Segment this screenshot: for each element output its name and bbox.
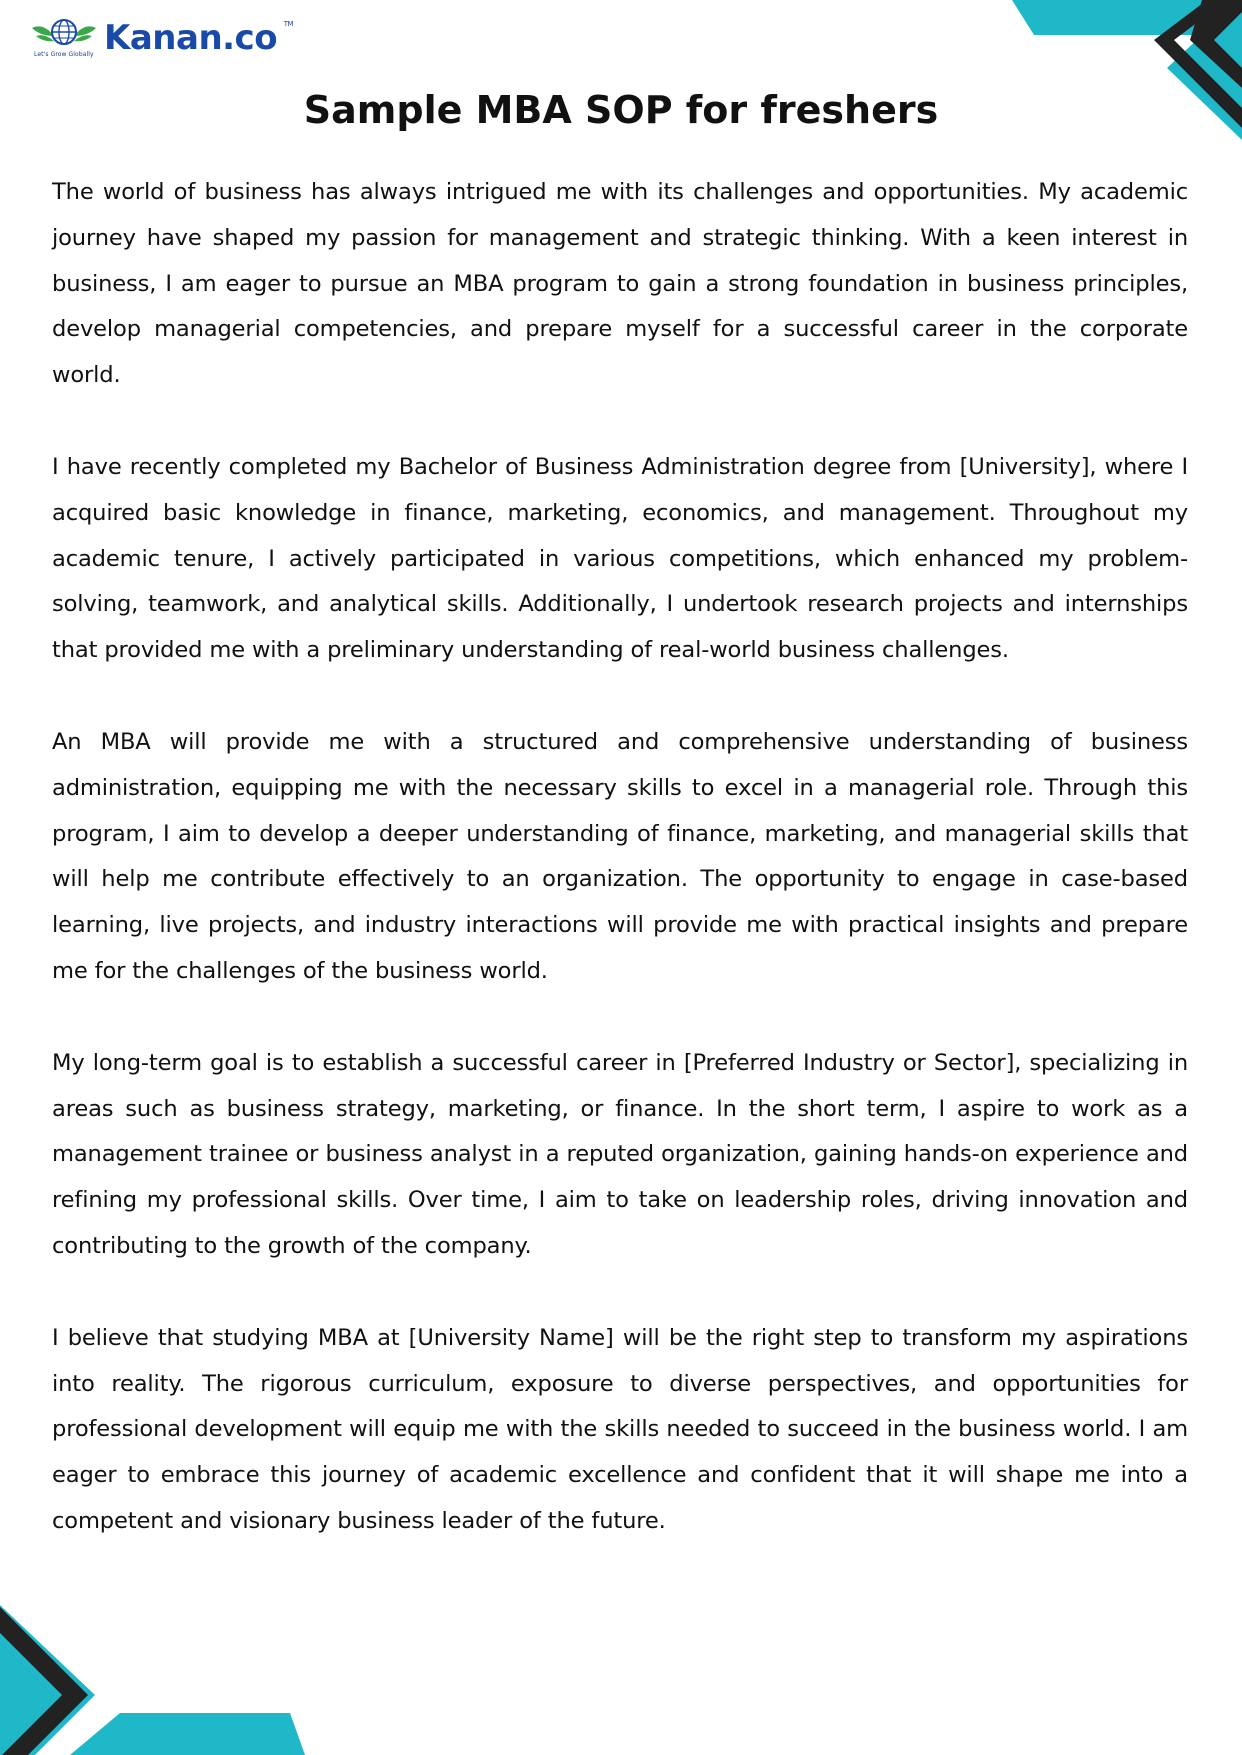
- paragraph-career-goals: My long-term goal is to establish a successful career in [Preferred Industry or Sector], specializing in areas such as business strategy, marketing, or finance. In the short term, I aspire to work as a management trainee or business analyst in a reputed organization, gaining hands-on experience and refining my professional skills. Over time, I aim to take on leadership roles, driving innovation and contributing to the growth of the company.: [52, 1049, 1188, 1259]
- brand-logo[interactable]: [30, 14, 294, 62]
- document-body: [52, 170, 1188, 1591]
- brand-wordmark: [104, 18, 294, 58]
- paragraph-academic-background: I have recently completed my Bachelor of Business Administration degree from [University], where I acquired basic knowledge in finance, marketing, economics, and management. Throughout my academic tenure, I actively participated in various competitions, which enhanced my problem-solving, teamwork, and analytical skills. Additionally, I undertook research projects and internships that provided me with a preliminary understanding of real-world business challenges.: [52, 453, 1188, 664]
- paragraph-conclusion: I believe that studying MBA at [University Name] will be the right step to transform my aspirations into reality. The rigorous curriculum, exposure to diverse perspectives, and opportunities for professional development will equip me with the skills needed to succeed in the business world. I am eager to embrace this journey of academic excellence and confident that it will shape me into a competent and visionary business leader of the future.: [52, 1324, 1188, 1534]
- paragraph-why-mba: An MBA will provide me with a structured and comprehensive understanding of business administration, equipping me with the necessary skills to excel in a managerial role. Through this program, I aim to develop a deeper understanding of finance, marketing, and managerial skills that will help me contribute effectively to an organization. The opportunity to engage in case-based learning, live projects, and industry interactions will provide me with practical insights and prepare me for the challenges of the business world.: [52, 728, 1188, 984]
- trademark-mark: TM: [283, 20, 294, 28]
- paragraph-introduction: The world of business has always intrigued me with its challenges and opportunities. My academic journey have shaped my passion for management and strategic thinking. With a keen interest in business, I am eager to pursue an MBA program to gain a strong foundation in business principles, develop managerial competencies, and prepare myself for a successful career in the corporate world.: [52, 179, 1188, 389]
- brand-tagline: Let's Grow Globally: [34, 51, 94, 58]
- page-title: Sample MBA SOP for freshers: [303, 88, 939, 132]
- corner-decoration-bottom-left: [0, 1605, 320, 1755]
- globe-wings-icon: [30, 14, 98, 62]
- brand-name: Kanan.co: [104, 18, 278, 58]
